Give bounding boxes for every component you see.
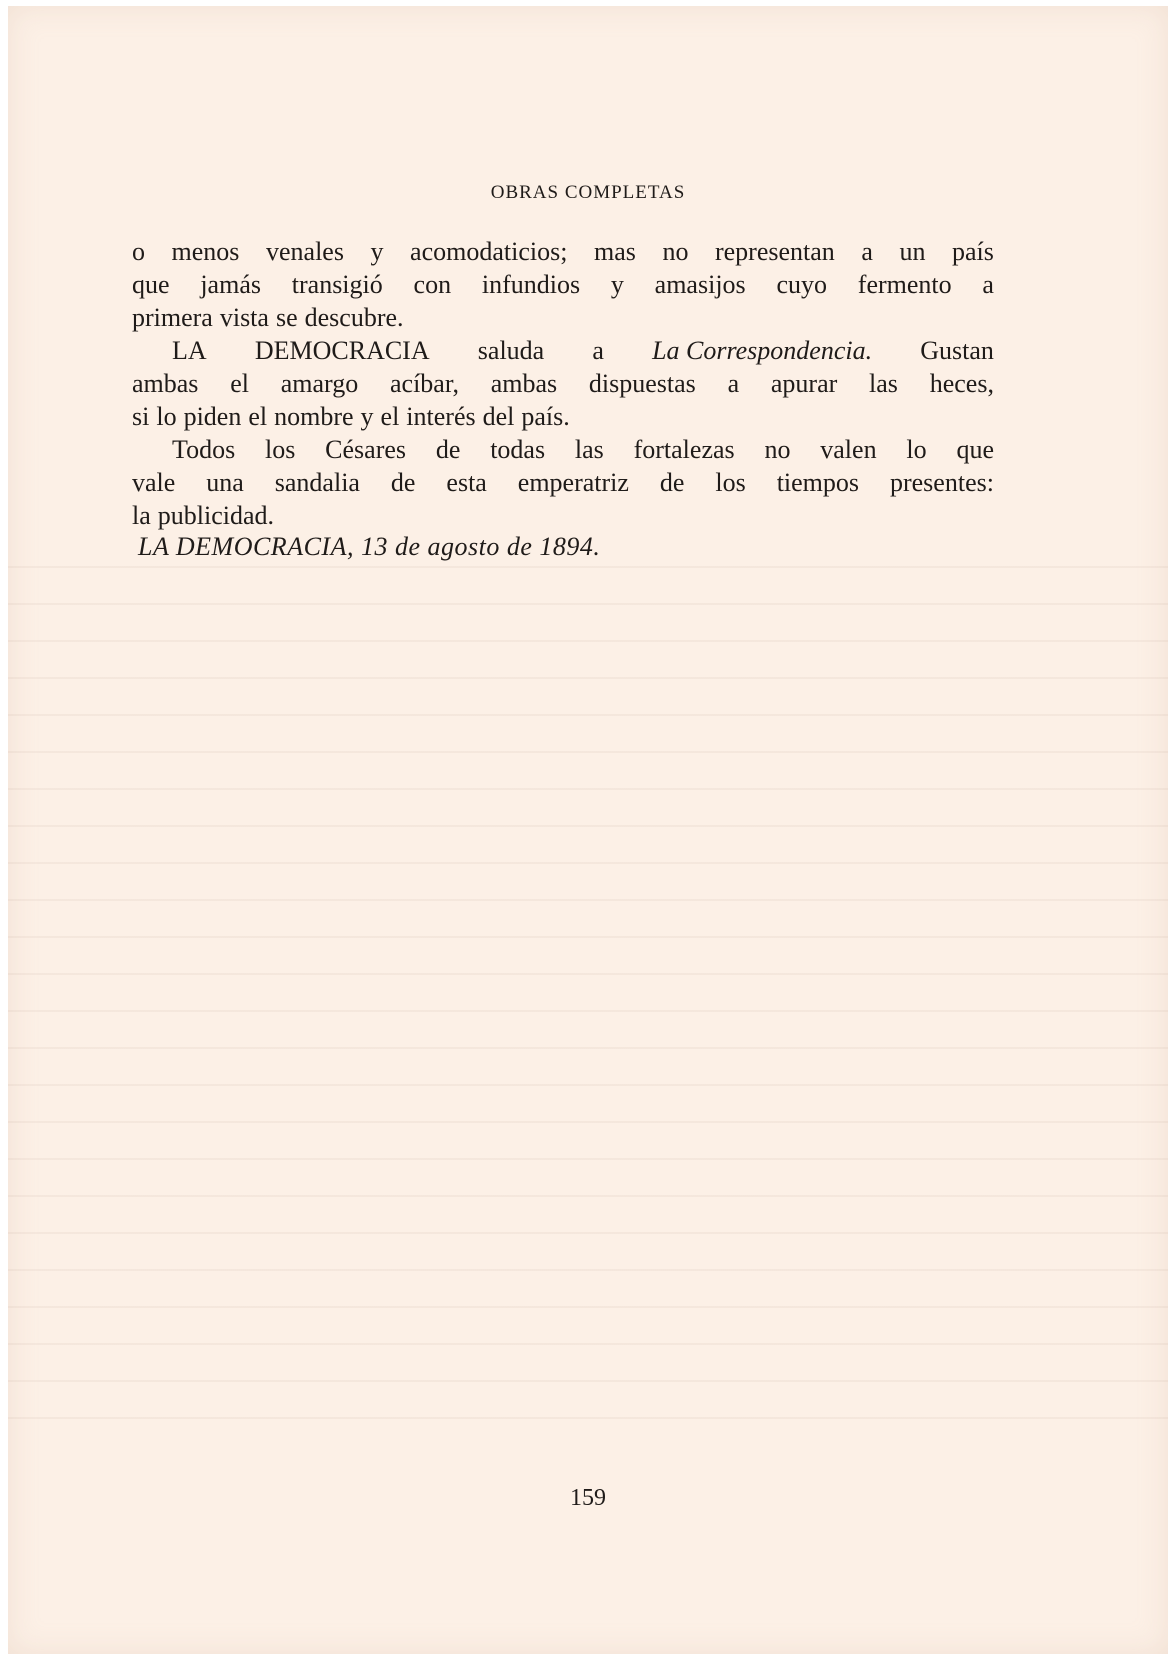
word: Gustan — [920, 336, 994, 365]
word: país — [952, 237, 994, 266]
word: que — [956, 435, 994, 464]
word: los — [265, 435, 296, 464]
word: lo — [906, 435, 927, 464]
word: acíbar, — [389, 369, 459, 398]
word: amargo — [280, 369, 359, 398]
word: de — [435, 435, 461, 464]
word: y — [360, 402, 374, 431]
word: menos — [171, 237, 240, 266]
word: presentes: — [889, 468, 994, 497]
word: mas — [594, 237, 636, 266]
page-number: 159 — [570, 1485, 606, 1511]
word: de — [390, 468, 416, 497]
text-line — [132, 400, 994, 433]
word: cuyo — [776, 270, 827, 299]
book-page — [8, 6, 1168, 1654]
word: a — [727, 369, 740, 398]
word: no — [764, 435, 791, 464]
word: emperatriz — [517, 468, 629, 497]
word: valen — [820, 435, 877, 464]
text-line — [132, 499, 994, 532]
word: los — [715, 468, 746, 497]
text-line — [132, 433, 994, 466]
word: el — [380, 402, 400, 431]
word: saluda — [477, 336, 545, 365]
body-text — [132, 235, 994, 532]
text-line — [132, 334, 994, 367]
word: la — [132, 501, 151, 530]
word: Césares — [325, 435, 407, 464]
word: de — [659, 468, 685, 497]
text-line — [132, 268, 994, 301]
word: ambas — [132, 369, 199, 398]
word: dispuestas — [588, 369, 696, 398]
word: vale — [132, 468, 176, 497]
word: el — [248, 402, 268, 431]
word: del — [482, 402, 515, 431]
word: LA — [172, 336, 207, 365]
word: país. — [521, 402, 570, 431]
word: se — [275, 303, 298, 332]
signature-line: LA DEMOCRACIA, 13 de agosto de 1894. — [138, 532, 601, 561]
word: Todos — [172, 435, 236, 464]
word: nombre — [274, 402, 354, 431]
running-header: OBRAS COMPLETAS — [490, 182, 686, 203]
word: piden — [183, 402, 242, 431]
word: o — [132, 237, 145, 266]
word: DEMOCRACIA — [254, 336, 430, 365]
word: amasijos — [654, 270, 746, 299]
word: una — [206, 468, 244, 497]
word: jamás — [200, 270, 261, 299]
word: y — [610, 270, 624, 299]
word: y — [370, 237, 384, 266]
word: apurar — [770, 369, 838, 398]
text-line — [132, 301, 994, 334]
word: acomodaticios; — [410, 237, 568, 266]
word: las — [869, 369, 898, 398]
word: un — [899, 237, 926, 266]
word: a — [861, 237, 873, 266]
text-line — [132, 235, 994, 268]
word: con — [413, 270, 452, 299]
word: descubre. — [304, 303, 404, 332]
word: fortalezas — [633, 435, 735, 464]
word: vista — [219, 303, 269, 332]
text-line — [132, 367, 994, 400]
word: las — [574, 435, 604, 464]
word: venales — [265, 237, 344, 266]
word: sandalia — [274, 468, 360, 497]
word: interés — [406, 402, 476, 431]
text-line — [132, 466, 994, 499]
word: ambas — [490, 369, 558, 398]
word: representan — [714, 237, 835, 266]
word: fermento — [857, 270, 952, 299]
word: publicidad. — [157, 501, 275, 530]
word: heces, — [929, 369, 994, 398]
word: todas — [490, 435, 546, 464]
word: que — [132, 270, 170, 299]
word: La Correspondencia. — [652, 336, 873, 365]
word: primera — [132, 303, 213, 332]
word: a — [982, 270, 994, 299]
word: no — [662, 237, 689, 266]
word: si — [132, 402, 150, 431]
show-through-text — [8, 566, 1168, 1446]
word: esta — [446, 468, 487, 497]
word: el — [230, 369, 249, 398]
word: lo — [156, 402, 177, 431]
word: transigió — [291, 270, 383, 299]
word: a — [592, 336, 604, 365]
word: tiempos — [776, 468, 860, 497]
word: infundios — [481, 270, 581, 299]
